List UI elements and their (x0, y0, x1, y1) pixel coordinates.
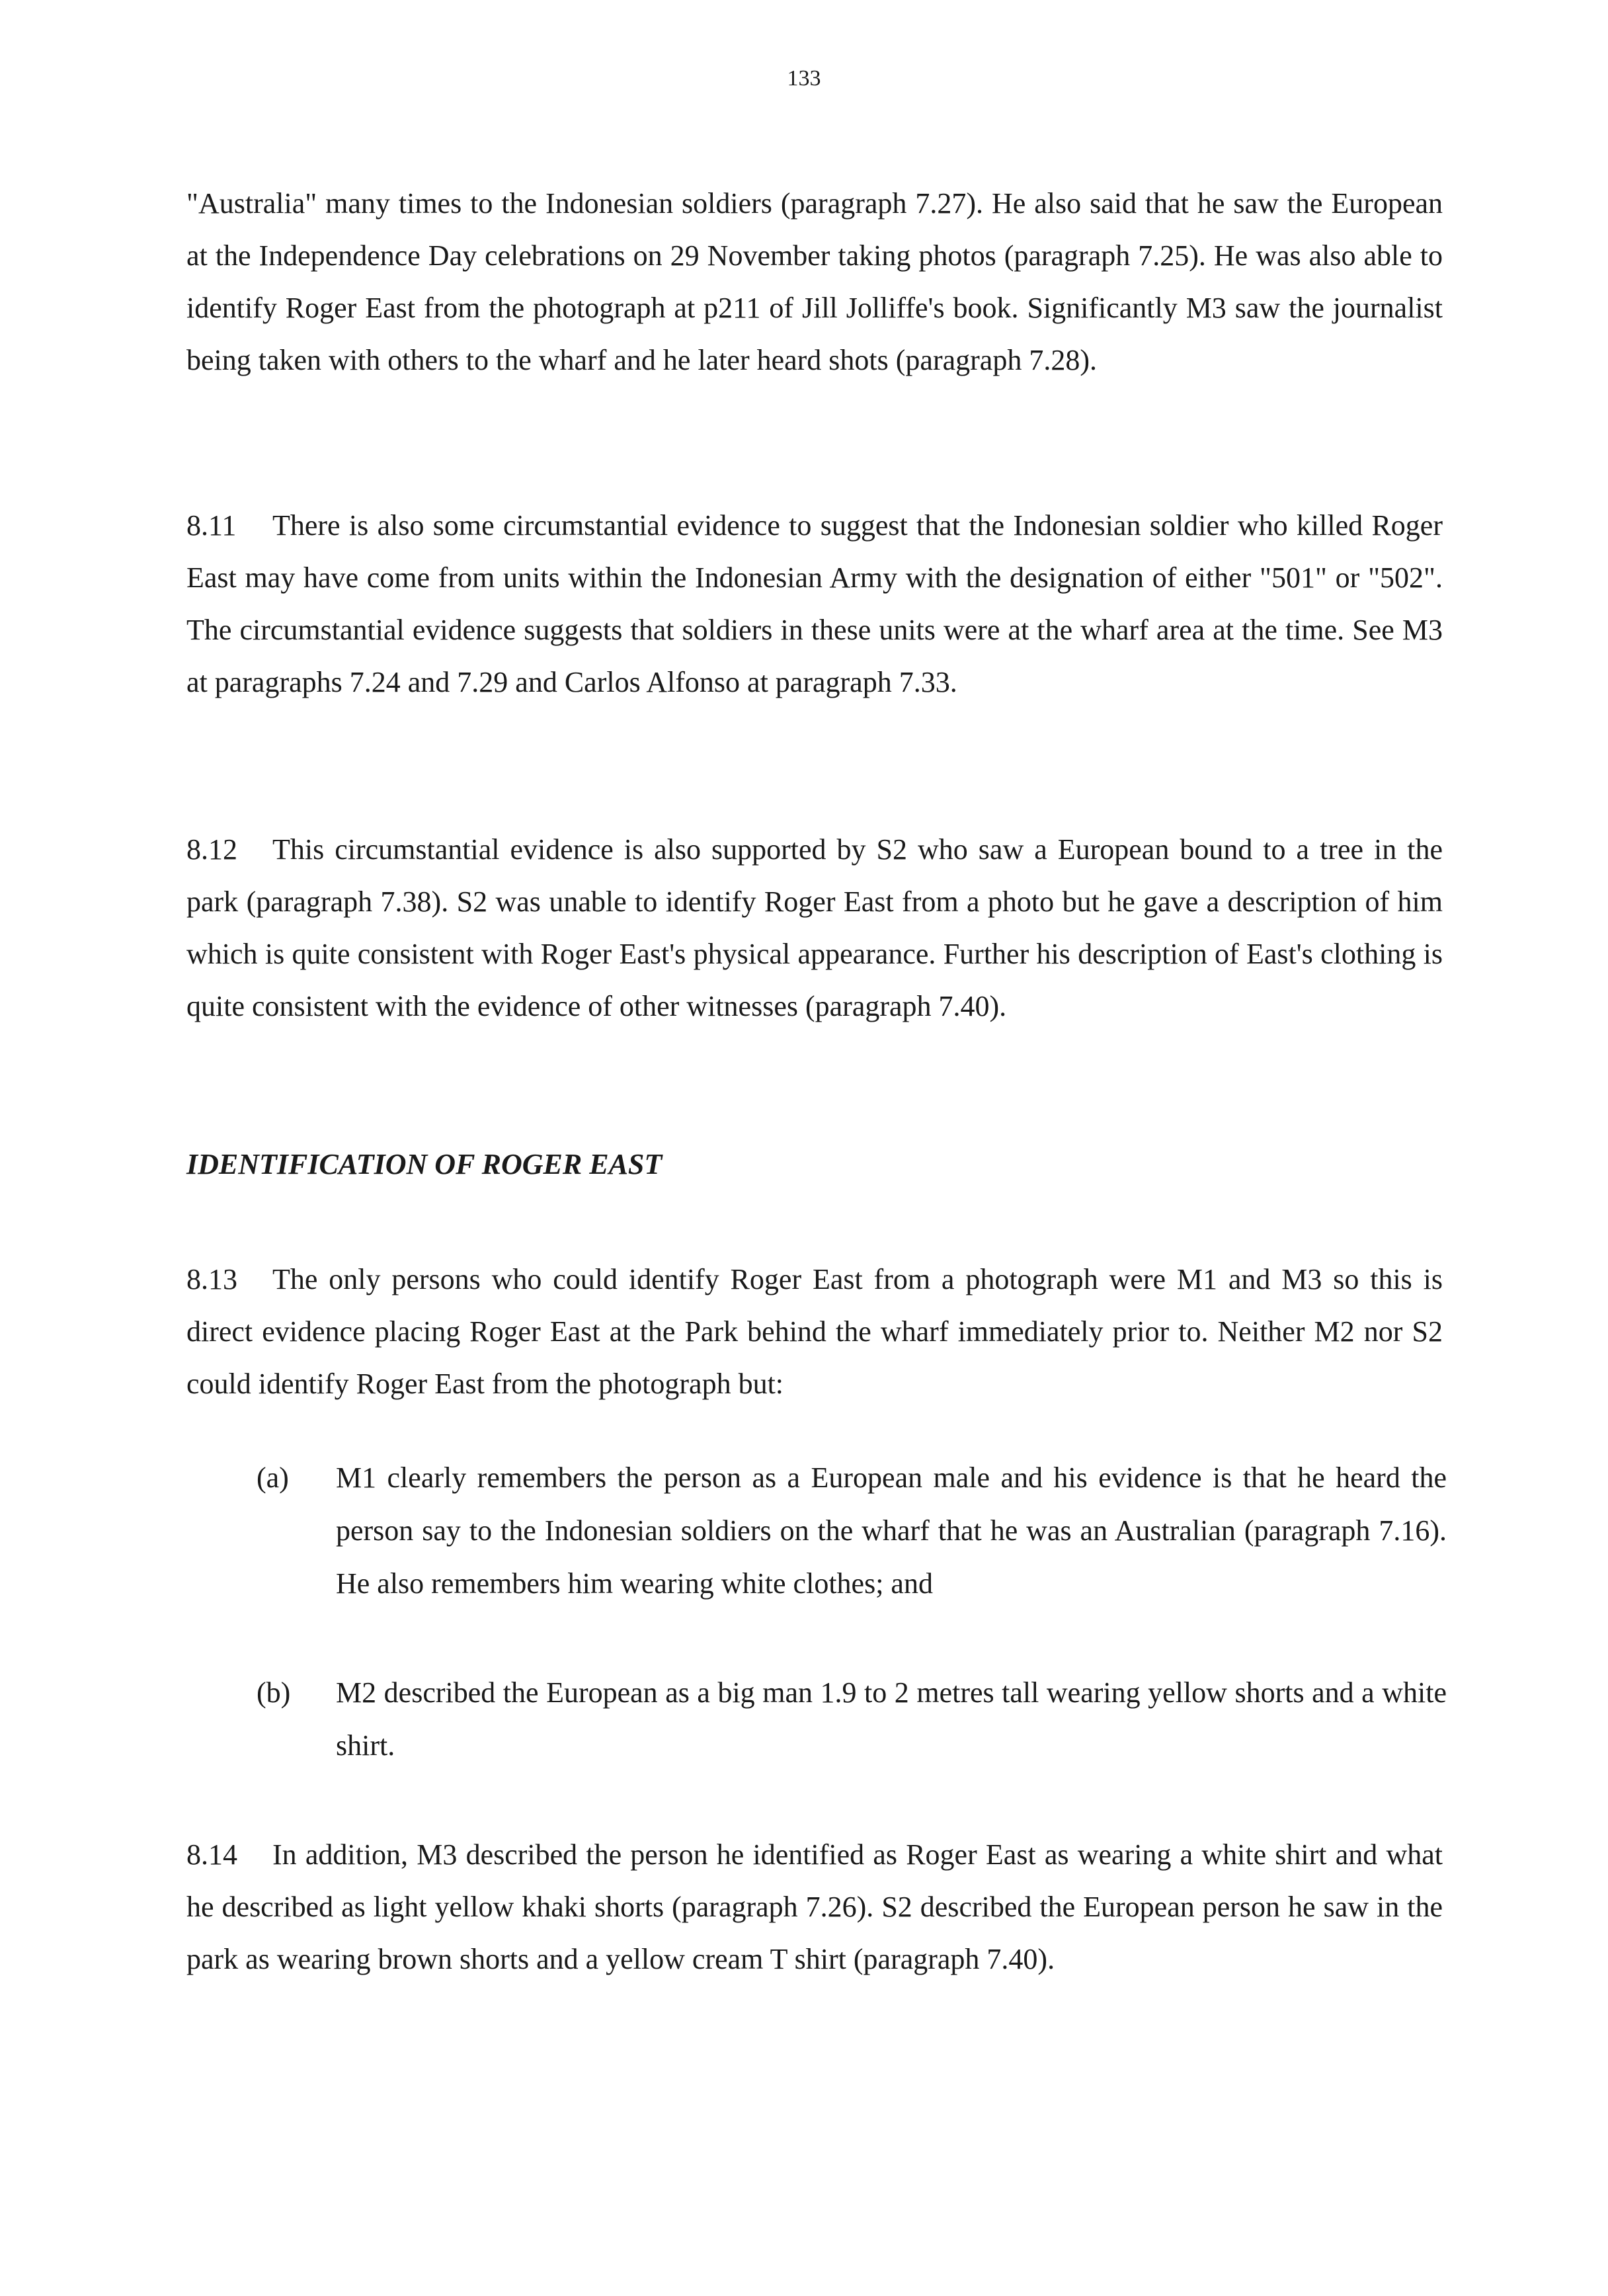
sub-item-b (257, 1666, 1447, 1772)
sub-item-a (257, 1452, 1447, 1610)
paragraph-8-13 (186, 1253, 1443, 1410)
paragraph-continuation (186, 177, 1443, 386)
sub-item-text: M2 described the European as a big man 1.9 to 2 metres tall wearing yellow shorts and a white shirt. (336, 1676, 1447, 1762)
paragraph-number: 8.12 (186, 833, 237, 866)
paragraph-number: 8.14 (186, 1838, 237, 1871)
paragraph-8-12 (186, 823, 1443, 1032)
sub-item-label: (a) (257, 1461, 289, 1494)
sub-item-text: M1 clearly remembers the person as a European male and his evidence is that he heard the person say to the Indonesian soldiers on the wharf that he was an Australian (paragraph 7.16). He also remembers him wearing white clothes; and (336, 1461, 1447, 1600)
paragraph-text: The only persons who could identify Roger East from a photograph were M1 and M3 so this is direct evidence placing Roger East at the Park behind the wharf immediately prior to. Neither M2 nor S2 could identify Roger East from the photograph but: (186, 1263, 1443, 1400)
sub-item-label: (b) (257, 1676, 291, 1709)
page-number: 133 (787, 66, 821, 91)
paragraph-text: "Australia" many times to the Indonesian soldiers (paragraph 7.27). He also said that he saw the European at the Independence Day celebrations on 29 November taking photos (paragraph 7.25). He was also able to identify Roger East from the photograph at p211 of Jill Jolliffe's book. Significantly M3 saw the journalist being taken with others to the wharf and he later heard shots (paragraph 7.28). (186, 187, 1443, 376)
paragraph-8-14 (186, 1828, 1443, 1985)
paragraph-8-11 (186, 499, 1443, 708)
paragraph-text: This circumstantial evidence is also supported by S2 who saw a European bound to a tree in the park (paragraph 7.38). S2 was unable to identify Roger East from a photo but he gave a description of him which is quite consistent with Roger East's physical appearance. Further his description of East's clothing is quite consistent with the evidence of other witnesses (paragraph 7.40). (186, 833, 1443, 1022)
paragraph-number: 8.11 (186, 509, 237, 542)
paragraph-number: 8.13 (186, 1263, 237, 1295)
section-heading: IDENTIFICATION OF ROGER EAST (186, 1148, 663, 1180)
paragraph-text: In addition, M3 described the person he identified as Roger East as wearing a white shirt and what he described as light yellow khaki shorts (paragraph 7.26). S2 described the European person he saw in the park as wearing brown shorts and a yellow cream T shirt (paragraph 7.40). (186, 1838, 1443, 1975)
paragraph-text: There is also some circumstantial evidence to suggest that the Indonesian soldier who killed Roger East may have come from units within the Indonesian Army with the designation of either "501" or "502". The circumstantial evidence suggests that soldiers in these units were at the wharf area at the time. See M3 at paragraphs 7.24 and 7.29 and Carlos Alfonso at paragraph 7.33. (186, 509, 1443, 698)
